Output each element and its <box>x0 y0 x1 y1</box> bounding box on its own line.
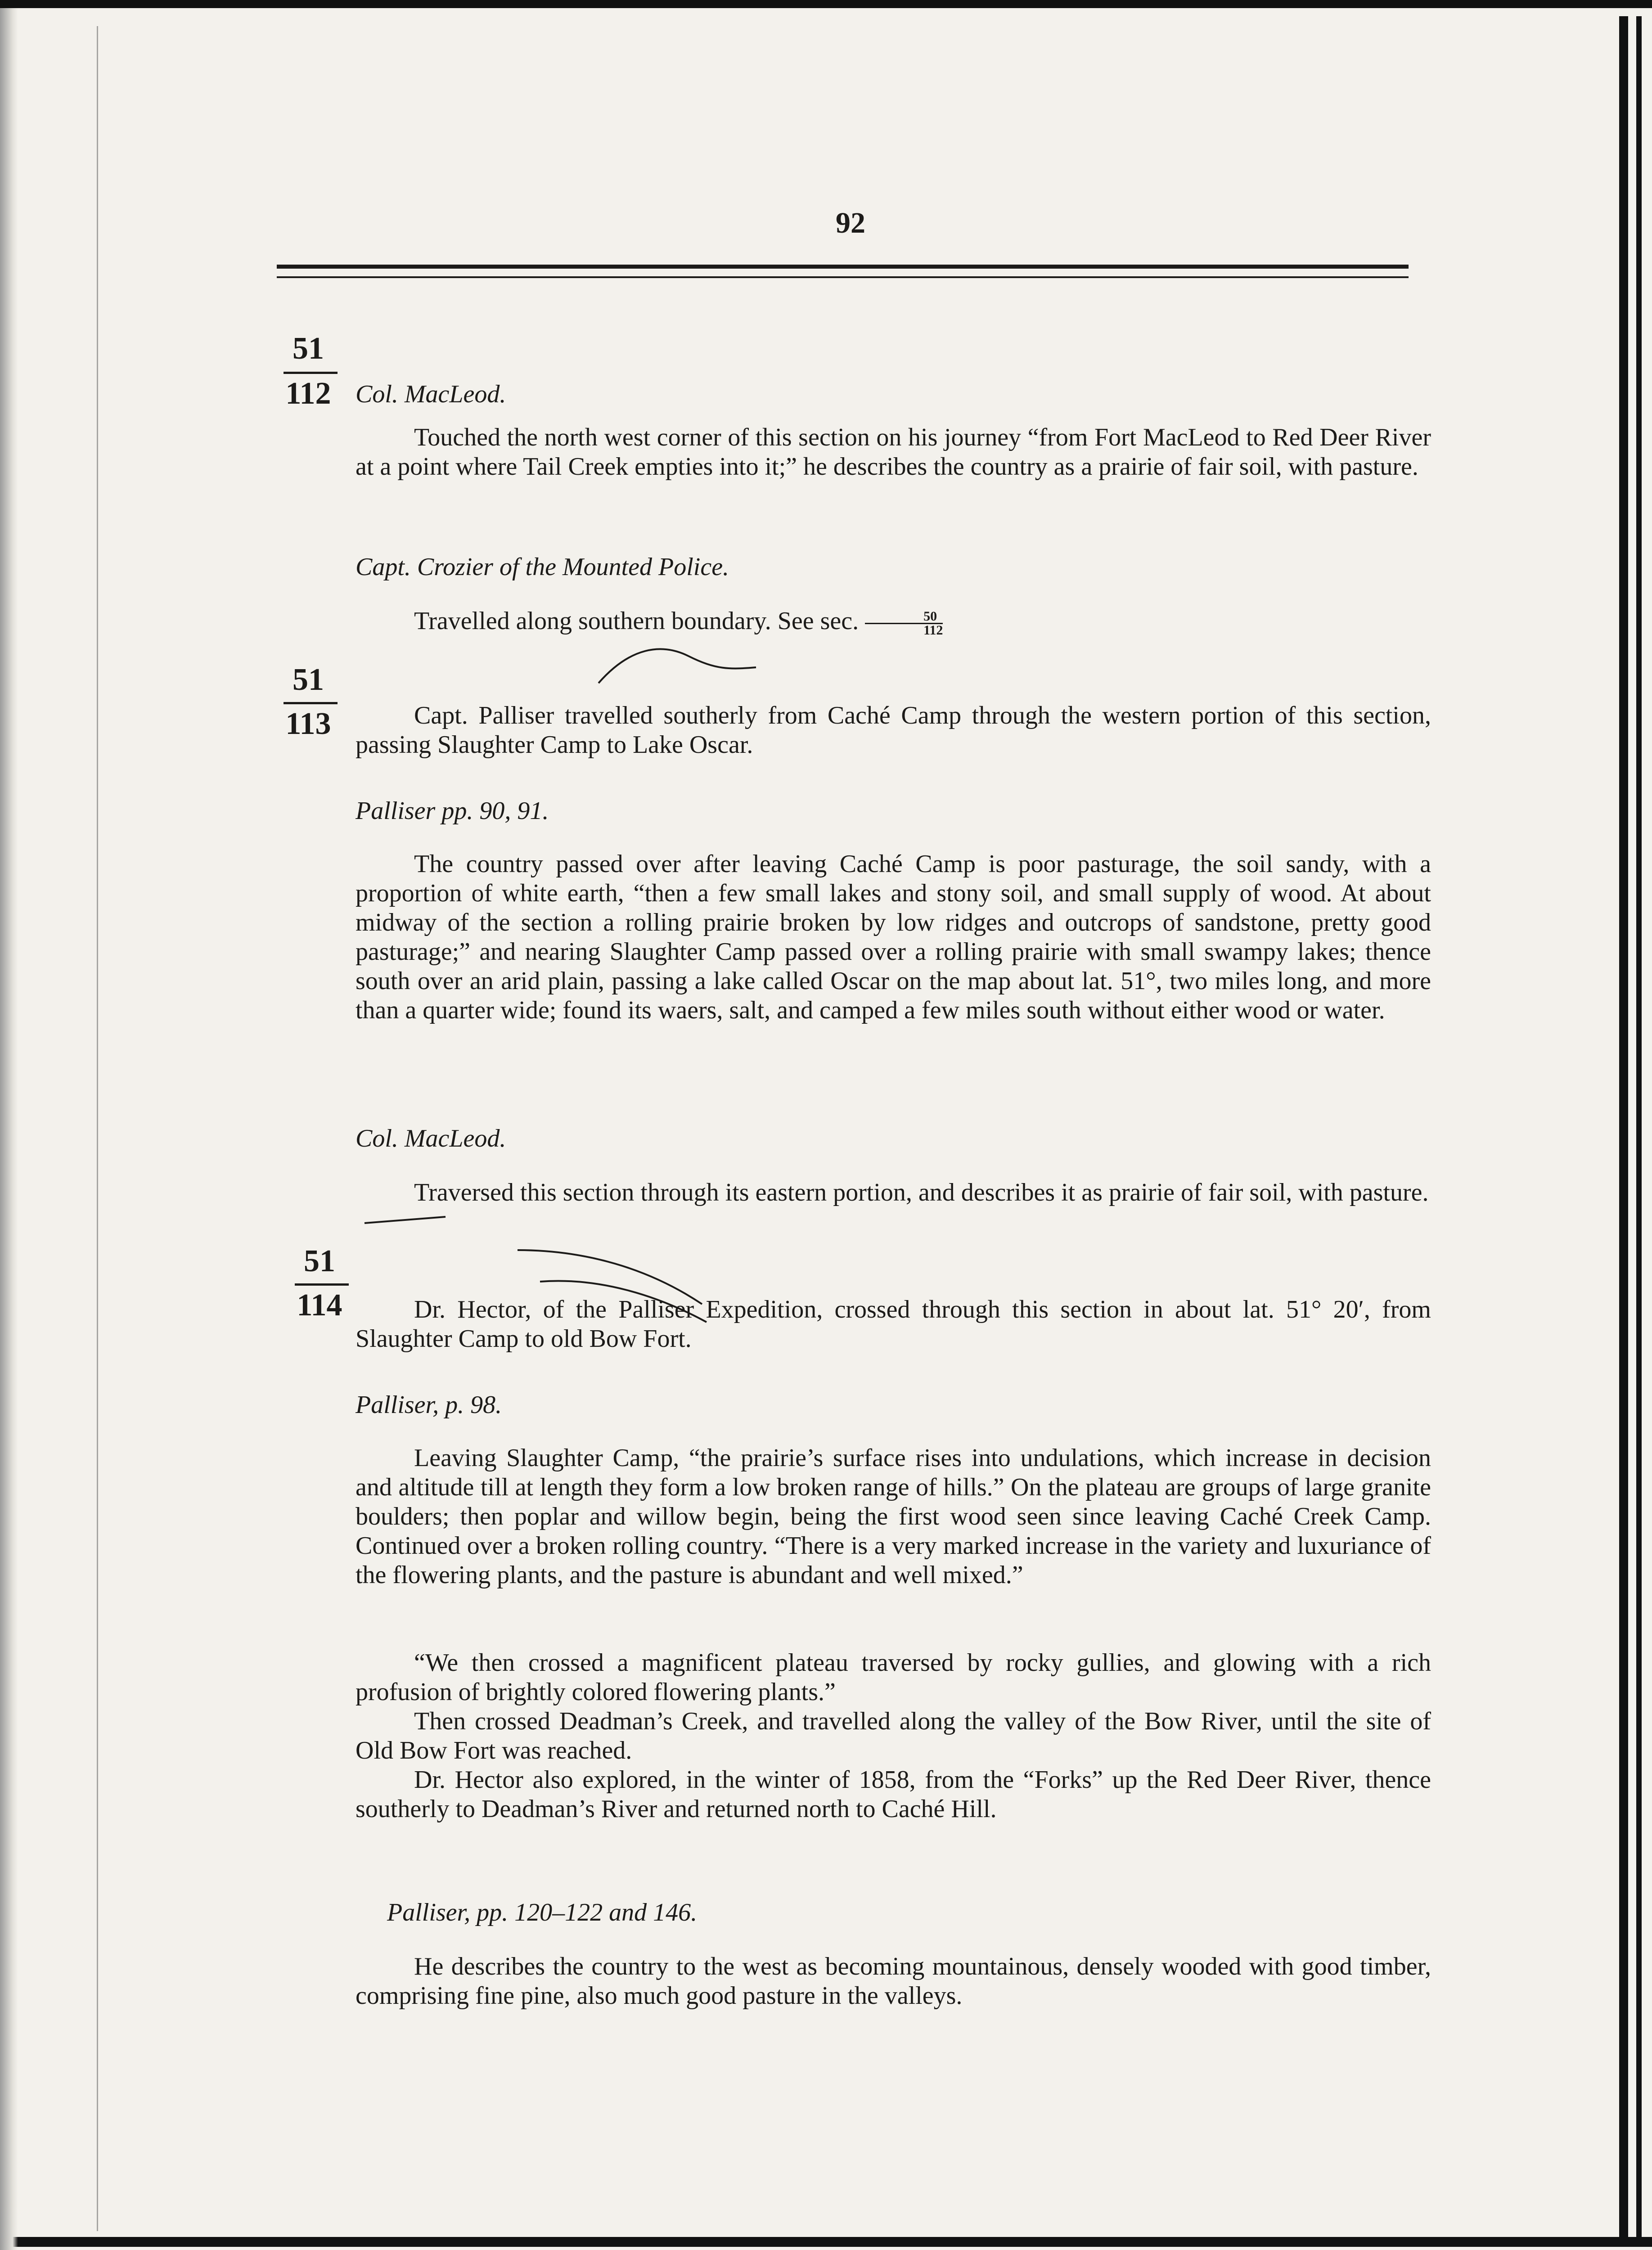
section-number-bottom: 113 <box>285 706 331 741</box>
section-number-top: 51 <box>293 662 324 697</box>
section-number-bottom: 114 <box>297 1288 342 1323</box>
entry-author: Col. MacLeod. <box>356 1125 506 1152</box>
scan-pen-marks <box>0 8 1652 2250</box>
fraction-numerator: 50 <box>865 610 943 624</box>
pen-stroke-mark <box>518 1250 702 1304</box>
entry-author: Palliser pp. 90, 91. <box>356 797 549 825</box>
entry-paragraph: Traversed this section through its eastern portion, and describes it as prairie of fair soil, with pasture. <box>414 1179 1429 1206</box>
section-intro: Dr. Hector, of the Palliser Expedition, crossed through this section in about lat. 51° 20′, from Slaughter Camp to old Bow Fort. <box>356 1296 1431 1353</box>
entry-paragraph: Dr. Hector also explored, in the winter of 1858, from the “Forks” up the Red Deer River, thence southerly to Deadman’s River and returned north to Caché Hill. <box>356 1766 1431 1823</box>
section-intro: Capt. Palliser travelled southerly from Caché Camp through the western portion of this section, passing Slaughter Camp to Lake Oscar. <box>356 702 1431 759</box>
entry-paragraph: “We then crossed a magnificent plateau traversed by rocky gullies, and glowing with a rich profusion of brightly colored flowering plants.” <box>356 1649 1431 1706</box>
pen-stroke-mark <box>599 649 756 683</box>
section-number-bottom: 112 <box>285 376 331 411</box>
entry-author: Palliser, p. 98. <box>356 1391 502 1419</box>
entry-paragraph-text: Travelled along southern boundary. See sec. <box>414 607 859 635</box>
section-number-top: 51 <box>304 1244 335 1278</box>
entry-paragraph: Then crossed Deadman’s Creek, and travelled along the valley of the Bow River, until the site of Old Bow Fort was reached. <box>356 1707 1431 1764</box>
page-number: 92 <box>836 207 865 239</box>
entry-paragraph: Touched the north west corner of this section on his journey “from Fort MacLeod to Red Deer River at a point where Tail Creek empties into it;” he describes the country as a prairie of fair soil, with pasture. <box>356 423 1431 481</box>
entry-author: Palliser, pp. 120–122 and 146. <box>387 1899 698 1926</box>
entry-paragraph: Leaving Slaughter Camp, “the prairie’s surface rises into undulations, which increase in decision and altitude till at length they form a low broken range of hills.” On the plateau are groups of large granite boulders; then poplar and willow begin, being the first wood seen since leaving Caché Creek Camp. Continued over a broken rolling country. “There is a very marked increase in the variety and luxuriance of the flowering plants, and the pasture is abundant and well mixed.” <box>356 1444 1431 1589</box>
entry-author: Capt. Crozier of the Mounted Police. <box>356 553 729 581</box>
entry-paragraph: He describes the country to the west as becoming mountainous, densely wooded with good timber, comprising fine pine, also much good pasture in the valleys. <box>356 1953 1431 2010</box>
section-number-top: 51 <box>293 331 324 366</box>
fraction-denominator: 112 <box>923 622 943 638</box>
pen-stroke-mark <box>540 1281 707 1322</box>
entry-paragraph: The country passed over after leaving Caché Camp is poor pasturage, the soil sandy, with a proportion of white earth, “then a few small lakes and stony soil, and small supply of wood. At about midway of the section a rolling prairie broken by low ridges and outcrops of sandstone, pretty good pasturage;” and nearing Slaughter Camp passed over a rolling prairie with small swampy lakes; thence south over an arid plain, passing a lake called Oscar on the map about lat. 51°, two miles long, and more than a quarter wide; found its waers, salt, and camped a few miles south without either wood or water. <box>356 850 1431 1024</box>
entry-author: Col. MacLeod. <box>356 380 506 408</box>
pen-strikethrough-mark <box>365 1217 446 1223</box>
